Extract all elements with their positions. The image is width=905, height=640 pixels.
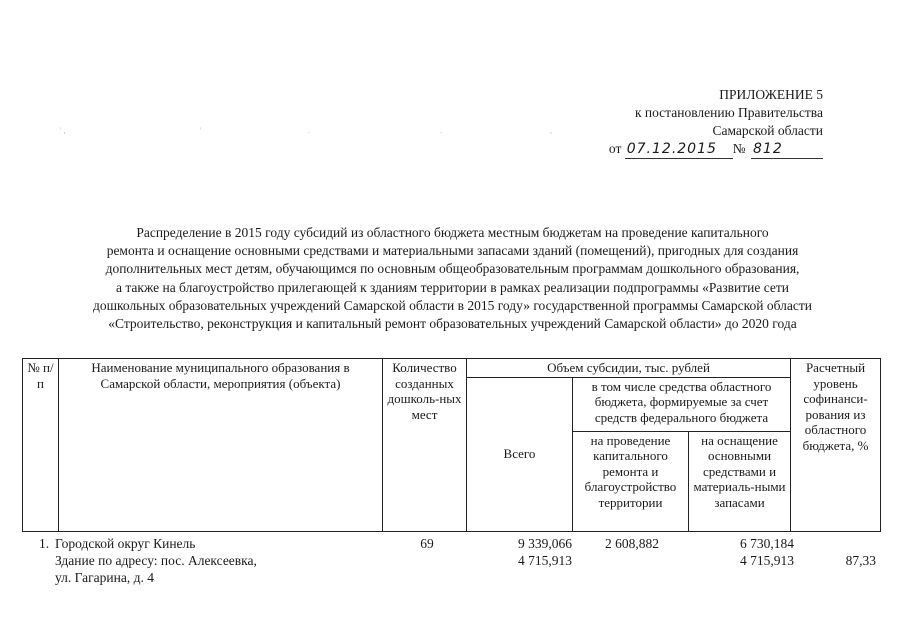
header-rate: Расчетный уровень софинанси-рования из областного бюджета, % (791, 359, 881, 532)
header-subsidy-group: Объем субсидии, тыс. рублей (467, 359, 791, 378)
table-body (22, 535, 880, 586)
table-row (22, 552, 880, 569)
title-line: а также на благоустройство прилегающей к зданиям территории в рамках реализации подпрограммы «Развитие сети (115, 279, 790, 295)
appendix-line-1: к постановлению Правительства (634, 105, 823, 120)
header-federal-group: в том числе средства областного бюджета, формируемые за счет средств федерального бюджета (573, 377, 791, 431)
header-total: Всего (467, 377, 573, 531)
title-line: дошкольных образовательных учреждений Самарской области в 2015 году» государственной программы Самарской области (92, 297, 813, 313)
appendix-block (609, 86, 823, 159)
title-line: Распределение в 2015 году субсидий из областного бюджета местным бюджетам на проведение капитального (136, 225, 769, 240)
title-line: «Строительство, реконструкция и капитальный ремонт образовательных учреждений Самарской области» до 2020 года (108, 316, 797, 332)
title-line: дополнительных мест детям, обучающимся по основным общеобразовательным программам дошкольного образования, (105, 261, 800, 277)
row-capital: 2 608,882 (605, 536, 659, 551)
row-places: 69 (420, 536, 434, 551)
document-title (20, 224, 885, 333)
row-name: ул. Гагарина, д. 4 (55, 570, 154, 585)
subsidy-table-header (22, 358, 881, 532)
table-row (22, 569, 880, 586)
header-capital: на проведение капитального ремонта и благоустройство территории (573, 431, 689, 531)
row-name: Здание по адресу: пос. Алексеевка, (55, 553, 257, 568)
appendix-date-line (609, 140, 823, 159)
number-prefix: № (732, 141, 746, 156)
date-prefix: от (608, 141, 622, 156)
title-line: ремонта и оснащение основными средствами и материальными запасами зданий (помещений), пригодных для создания (106, 243, 799, 259)
handwritten-number: 812 (751, 140, 823, 159)
row-num: 1. (39, 536, 50, 551)
handwritten-date: 07.12.2015 (625, 140, 733, 159)
appendix-line-2: Самарской области (712, 123, 823, 138)
header-num: № п/п (23, 359, 59, 532)
header-name: Наименование муниципального образования в Самарской области, мероприятия (объекта) (59, 359, 383, 532)
row-total: 4 715,913 (518, 553, 572, 568)
row-equipment: 6 730,184 (740, 536, 794, 551)
row-name: Городской округ Кинель (55, 536, 196, 551)
header-places: Количество созданных дошколь-ных мест (383, 359, 467, 532)
row-equipment: 4 715,913 (740, 553, 794, 568)
table-row (22, 535, 880, 552)
row-rate: 87,33 (845, 553, 876, 568)
scan-noise: ' , ' . . , (60, 126, 552, 135)
appendix-heading: ПРИЛОЖЕНИЕ 5 (719, 87, 823, 102)
header-equipment: на оснащение основными средствами и материаль-ными запасами (689, 431, 791, 531)
row-total: 9 339,066 (518, 536, 572, 551)
